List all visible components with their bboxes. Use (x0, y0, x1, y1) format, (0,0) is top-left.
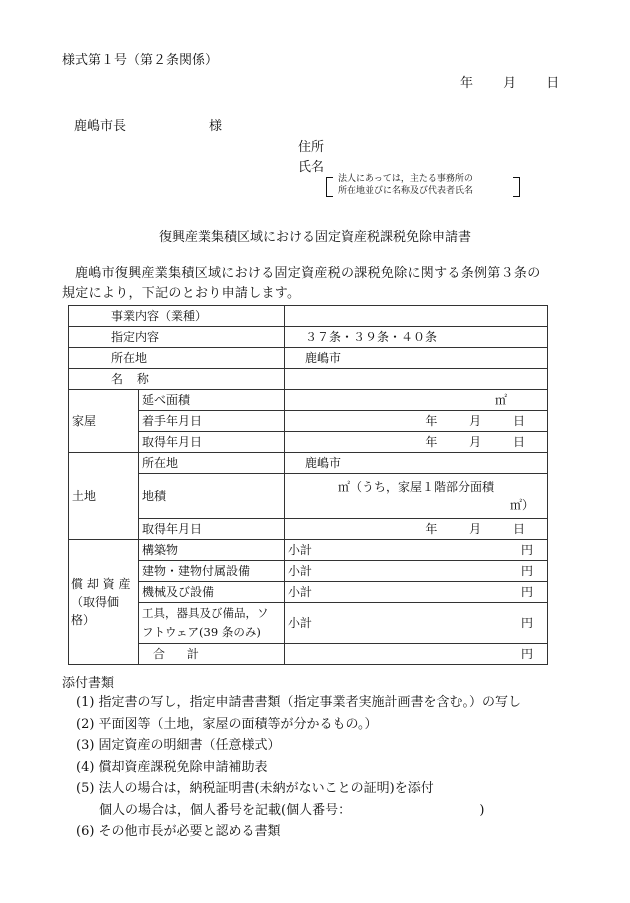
assets-group-label (69, 540, 139, 665)
assets-group-label-2: （取得価格） (71, 595, 120, 627)
land-acquire-date-label: 取得年月日 (139, 519, 285, 540)
table-row (69, 306, 548, 327)
document-title: 復興産業集積区域における固定資産税課税免除申請書 (158, 230, 471, 245)
subtotal-label: 小計 (288, 543, 313, 557)
asset-label-line2: フトウェア(39 条のみ) (142, 625, 261, 639)
table-row (69, 348, 548, 369)
form-id: 様式第１号（第２条関係） (62, 53, 219, 68)
name-label-cell: 名 称 (69, 369, 285, 390)
application-table (68, 305, 548, 665)
start-date-value[interactable]: 年 月 日 (285, 411, 548, 432)
name-value[interactable] (285, 369, 548, 390)
business-value[interactable] (285, 306, 548, 327)
asset-label: 建物・建物付属設備 (139, 561, 285, 582)
land-area-unit: ㎡） (509, 498, 534, 512)
table-row (69, 369, 548, 390)
attachments-heading: 添付書類 (62, 676, 115, 691)
business-label: 事業内容（業種） (69, 306, 285, 327)
subtotal-label: 小計 (288, 585, 313, 599)
table-row (69, 582, 548, 603)
land-area-label: 地積 (139, 474, 285, 519)
addressee-name: 鹿嶋市長 (74, 119, 127, 134)
subtotal-label: 小計 (288, 616, 313, 630)
list-item: (3) 固定資産の明細書（任意様式） (76, 738, 281, 753)
location-value[interactable]: 鹿嶋市 (285, 348, 548, 369)
designation-label: 指定内容 (69, 327, 285, 348)
addressee-honorific: 様 (209, 119, 223, 134)
asset-label: 構築物 (139, 540, 285, 561)
location-label: 所在地 (69, 348, 285, 369)
total-label: 合 計 (139, 644, 285, 665)
list-item: (4) 償却資産課税免除申請補助表 (76, 759, 268, 775)
addressee (74, 115, 223, 134)
table-row (69, 390, 548, 411)
list-item: (6) その他市長が必要と認める書類 (76, 824, 281, 839)
assets-group-label-1: 償 却 資 産 (71, 577, 131, 591)
land-location-value[interactable]: 鹿嶋市 (285, 453, 548, 474)
floor-area-label: 延べ面積 (139, 390, 285, 411)
corp-note (338, 173, 473, 197)
yen-unit: 円 (520, 564, 533, 578)
table-row (69, 327, 548, 348)
table-row (69, 519, 548, 540)
house-group-label: 家屋 (69, 390, 139, 453)
table-row (69, 432, 548, 453)
yen-unit: 円 (520, 543, 533, 557)
table-row (69, 603, 548, 644)
bracket-left (326, 177, 333, 197)
asset-label (139, 603, 285, 644)
land-location-label: 所在地 (139, 453, 285, 474)
table-row (69, 540, 548, 561)
name-label: 氏名 (298, 160, 325, 175)
body-text: 鹿嶋市復興産業集積区域における固定資産税の課税免除に関する条例第３条の規定により，下記のとおり申請します。 (62, 266, 541, 301)
list-item: (5) 法人の場合は，納税証明書(未納がないことの証明)を添付 (76, 781, 434, 796)
corp-note-line1: 法人にあっては，主たる事務所の (338, 174, 473, 184)
total-value[interactable] (285, 644, 548, 665)
bracket-right (513, 177, 520, 197)
table-row (69, 474, 548, 519)
land-area-value[interactable] (285, 474, 548, 519)
address-label: 住所 (298, 140, 325, 155)
yen-unit: 円 (520, 616, 533, 630)
personal-number-close: ) (479, 802, 485, 818)
floor-area-value[interactable]: ㎡ (285, 390, 548, 411)
table-row (69, 453, 548, 474)
asset-label-line1: 工具，器具及び備品，ソ (142, 606, 269, 620)
personal-number-text: 個人の場合は，個人番号を記載(個人番号： (99, 802, 352, 818)
table-row (69, 411, 548, 432)
asset-value[interactable] (285, 603, 548, 644)
table-row (69, 561, 548, 582)
attachments-list (76, 692, 521, 843)
corp-note-line2: 所在地並びに名称及び代表者氏名 (338, 186, 474, 196)
date-field[interactable]: 年 月 日 (460, 76, 560, 91)
house-acquire-date-label: 取得年月日 (139, 432, 285, 453)
yen-unit: 円 (520, 647, 533, 661)
list-item (76, 800, 521, 822)
yen-unit: 円 (520, 585, 533, 599)
asset-value[interactable] (285, 582, 548, 603)
asset-value[interactable] (285, 561, 548, 582)
asset-value[interactable] (285, 540, 548, 561)
house-acquire-date-value[interactable]: 年 月 日 (285, 432, 548, 453)
start-date-label: 着手年月日 (139, 411, 285, 432)
subtotal-label: 小計 (288, 564, 313, 578)
land-area-text: ㎡（うち，家屋１階部分面積 (338, 480, 495, 494)
list-item: (2) 平面図等（土地，家屋の面積等が分かるもの。） (76, 716, 378, 732)
list-item: (1) 指定書の写し，指定申請書書類（指定事業者実施計画書を含む。）の写し (76, 695, 522, 710)
table-row (69, 644, 548, 665)
asset-label: 機械及び設備 (139, 582, 285, 603)
designation-value[interactable]: ３７条・３９条・４０条 (285, 327, 548, 348)
land-group-label: 土地 (69, 453, 139, 540)
land-acquire-date-value[interactable]: 年 月 日 (285, 519, 548, 540)
